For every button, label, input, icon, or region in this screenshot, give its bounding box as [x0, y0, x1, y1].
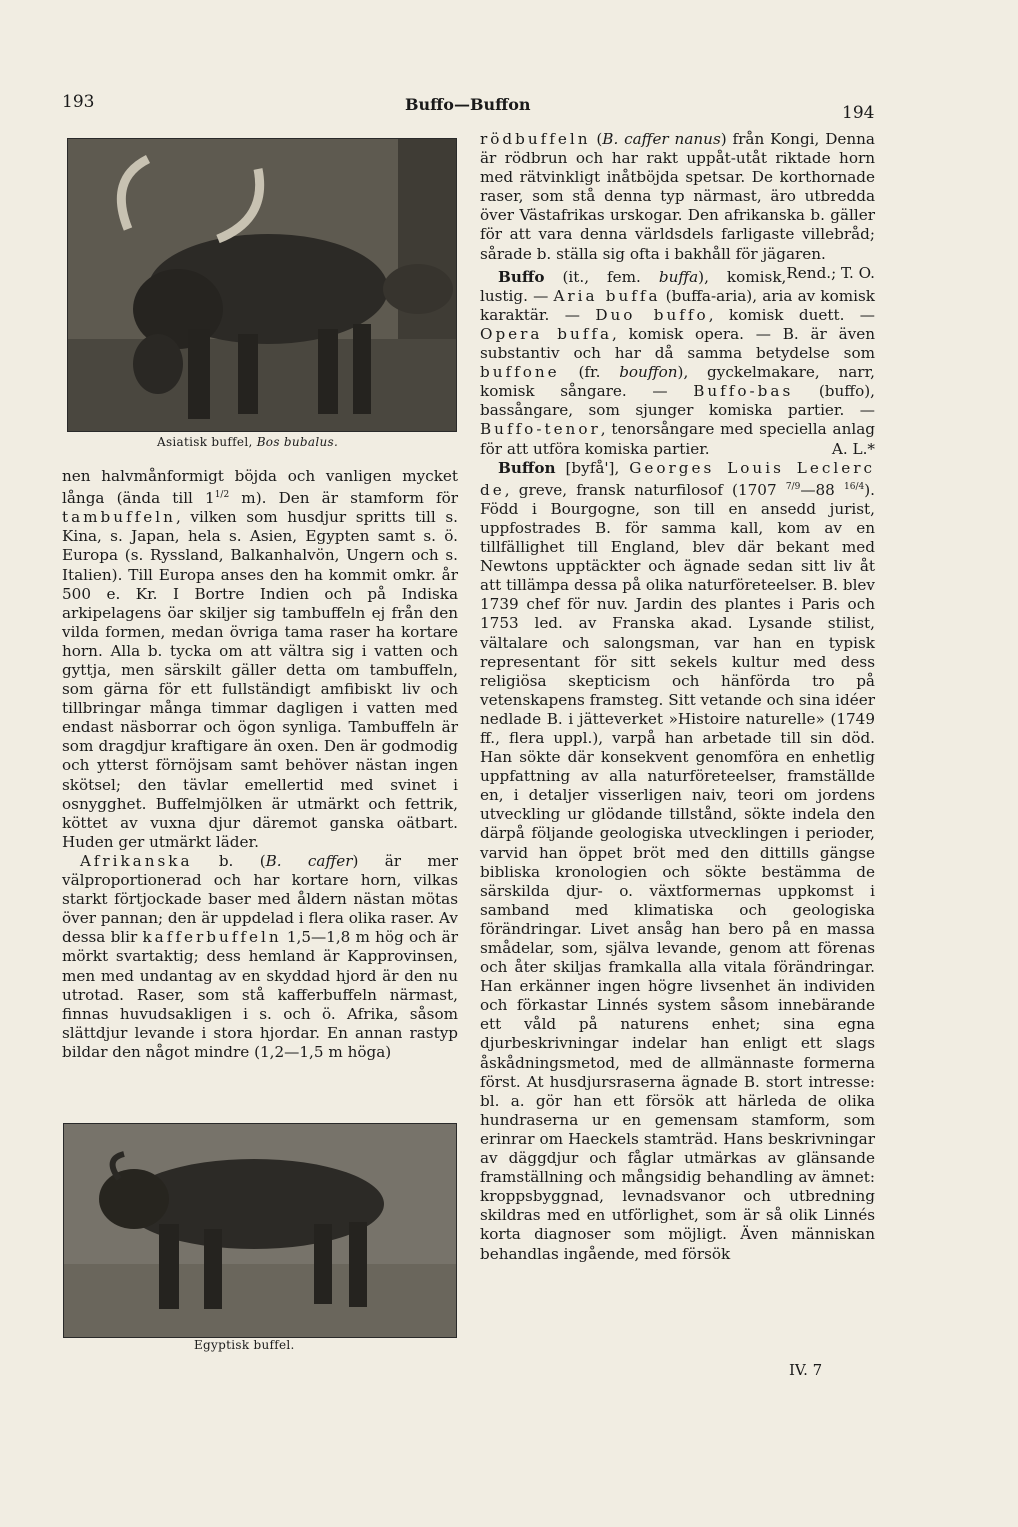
page-number-left: 193: [62, 92, 95, 112]
asiatic-buffalo-illustration: [68, 139, 456, 431]
right-column-text: [480, 130, 875, 1264]
caption-species: Bos bubalus.: [256, 435, 339, 449]
page-number-right: 194: [842, 103, 875, 123]
author-signature: A. L.*: [831, 439, 875, 458]
entry-buffon: Buffon [byfå'], Georges Louis Leclerc de, greve, fransk naturfilosof (1707 $^{7/9}$—88 $^{16/4}$). Född i Bourgogne, son till en ansedd jurist, uppfostrades B. för samma kall, kom av en tillfällighet till England, blev där bekant med Newtons upptäckter och ägnade sedan sitt liv åt att tillämpa dessa på olika naturföreteelser. B. blev 1739 chef för nuv. Jardin des plantes i Paris och 1753 led. av Franska akad. Lysande stilist, vältalare och salongsman, var han en typisk representant för sitt sekels kultur med dess religiösa skepticism och hänförda tro på vetenskapens framsteg. Sitt vetande och sina idéer nedlade B. i jätteverket »Histoire naturelle» (1749 ff., flera uppl.), varpå han arbetade till sin död. Han sökte där konsekvent genomföra en enhetlig uppfattning av alla naturföreteelser, framställde en, i detaljer visserligen naiv, teori om jordens utveckling ur glödande tillstånd, sökte indela den därpå följande geologiska utvecklingen i perioder, varvid han öppet bröt med den dittills gängse bibliska kronologien och sökte bestämma de särskilda djur- o. växtformernas uppkomst i samband med klimatiska och geologiska förändringar. Livet ansåg han bero på en massa smådelar, som, själva levande, genom att förenas och åter skiljas framkalla alla vitala förändringar. Han erkänner ingen högre livsenhet än individen och förkastar Linnés system såsom innebärande ett våld på naturens enhet; sina egna djurbeskrivningar indelar han enligt ett slags åskådningsmetod, med de allmännaste formerna först. At husdjursraserna ägnade B. stort intresse: bl. a. gör han ett försök att härleda de olika hundraserna ur en gemensam stamform, som erinrar om Haeckels stamträd. Hans beskrivningar av däggdjur och fåglar utmärkas av glänsande framställning och mångsidig behandling av ämnet: kroppsbyggnad, levnadsvanor och utbredning skildras med en utförlighet, som är så olik Linnés korta diagnoser som möjligt. Även människan behandlas ingående, med försök: [480, 458, 875, 1263]
left-column-text: [62, 467, 458, 1062]
egyptian-buffalo-illustration: [64, 1124, 456, 1337]
paragraph: nen halvmånformigt böjda och vanligen mycket långa (ända till $1^{1/2}$ m). Den är stamform för tambuffeln, vilken som husdjur spritts till s. Kina, s. Japan, hela s. Asien, Egypten samt s. ö. Europa (s. Ryssland, Balkanhalvön, Ungern och s. Italien). Till Europa anses den ha kommit omkr. år 500 e. Kr. I Bortre Indien och på Indiska arkipelagens öar skiljer sig tambuffeln ej från den vilda formen, medan övriga tama raser ha kortare horn. Alla b. tycka om att vältra sig i vatten och gyttja, men särskilt gäller detta om tambuffeln, som gärna för ett fullständigt amfibiskt liv och tillbringar många timmar dagligen i vatten med endast näsborrar och ögon synliga. Tambuffeln är som dragdjur kraftigare än oxen. Den är godmodig och ytterst förnöjsam samt behöver nästan ingen skötsel; den tävlar emellertid med svinet i osnygghet. Buffelmjölken är utmärkt och fettrik, köttet av vuxna djur däremot ganska oätbart. Huden ger utmärkt läder.: [62, 467, 458, 851]
running-head: Buffo—Buffon: [405, 95, 531, 114]
entry-buffo: Buffo (it., fem. buffa), komisk, lustig. — Aria buffa (buffa-aria), aria av komisk karaktär. — Duo buffo, komisk duett. — Opera buffa, komisk opera. — B. är även substantiv och har då samma betydelse som buffone (fr. bouffon), gyckelmakare, narr, komisk sångare. — Buffo-bas (buffo), bassångare, som sjunger komiska partier. — Buffo-tenor, tenorsångare med speciella anlag för att utföra komiska partier. A. L.*: [480, 267, 875, 458]
caption-text: Asiatisk buffel,: [157, 435, 257, 449]
printer-signature: IV. 7: [789, 1361, 823, 1379]
paragraph: rödbuffeln (B. caffer nanus) från Kongi, Denna är rödbrun och har rakt uppåt-utåt riktade horn med rätvinkligt inåtböjda spetsar. De korthornade raser, som stå denna typ närmast, äro utbredda över Västafrikas urskogar. Den afrikanska b. gäller för att vara denna världsdels farligaste villebråd; sårade b. ställa sig ofta i bakhåll för jägaren. Rend.; T. O.: [480, 130, 875, 282]
author-signature: Rend.; T. O.: [786, 263, 875, 282]
figure-1-caption: [157, 435, 338, 449]
asiatic-buffalo-photo: [67, 138, 457, 432]
figure-2-caption: Egyptisk buffel.: [194, 1338, 295, 1352]
egyptian-buffalo-photo: [63, 1123, 457, 1338]
paragraph: Afrikanska b. (B. caffer) är mer välproportionerad och har kortare horn, vilkas starkt förtjockade baser med åldern nästan mötas över pannan; den är uppdelad i flera olika raser. Av dessa blir kafferbuffeln 1,5—1,8 m hög och är mörkt svartaktig; dess hemland är Kapprovinsen, men med undantag av en skyddad hjord är den nu utrotad. Raser, som stå kafferbuffeln närmast, finnas huvudsakligen i s. och ö. Afrika, såsom slättdjur levande i stora hjordar. En annan rastyp bildar den något mindre (1,2—1,5 m höga): [62, 851, 459, 1061]
